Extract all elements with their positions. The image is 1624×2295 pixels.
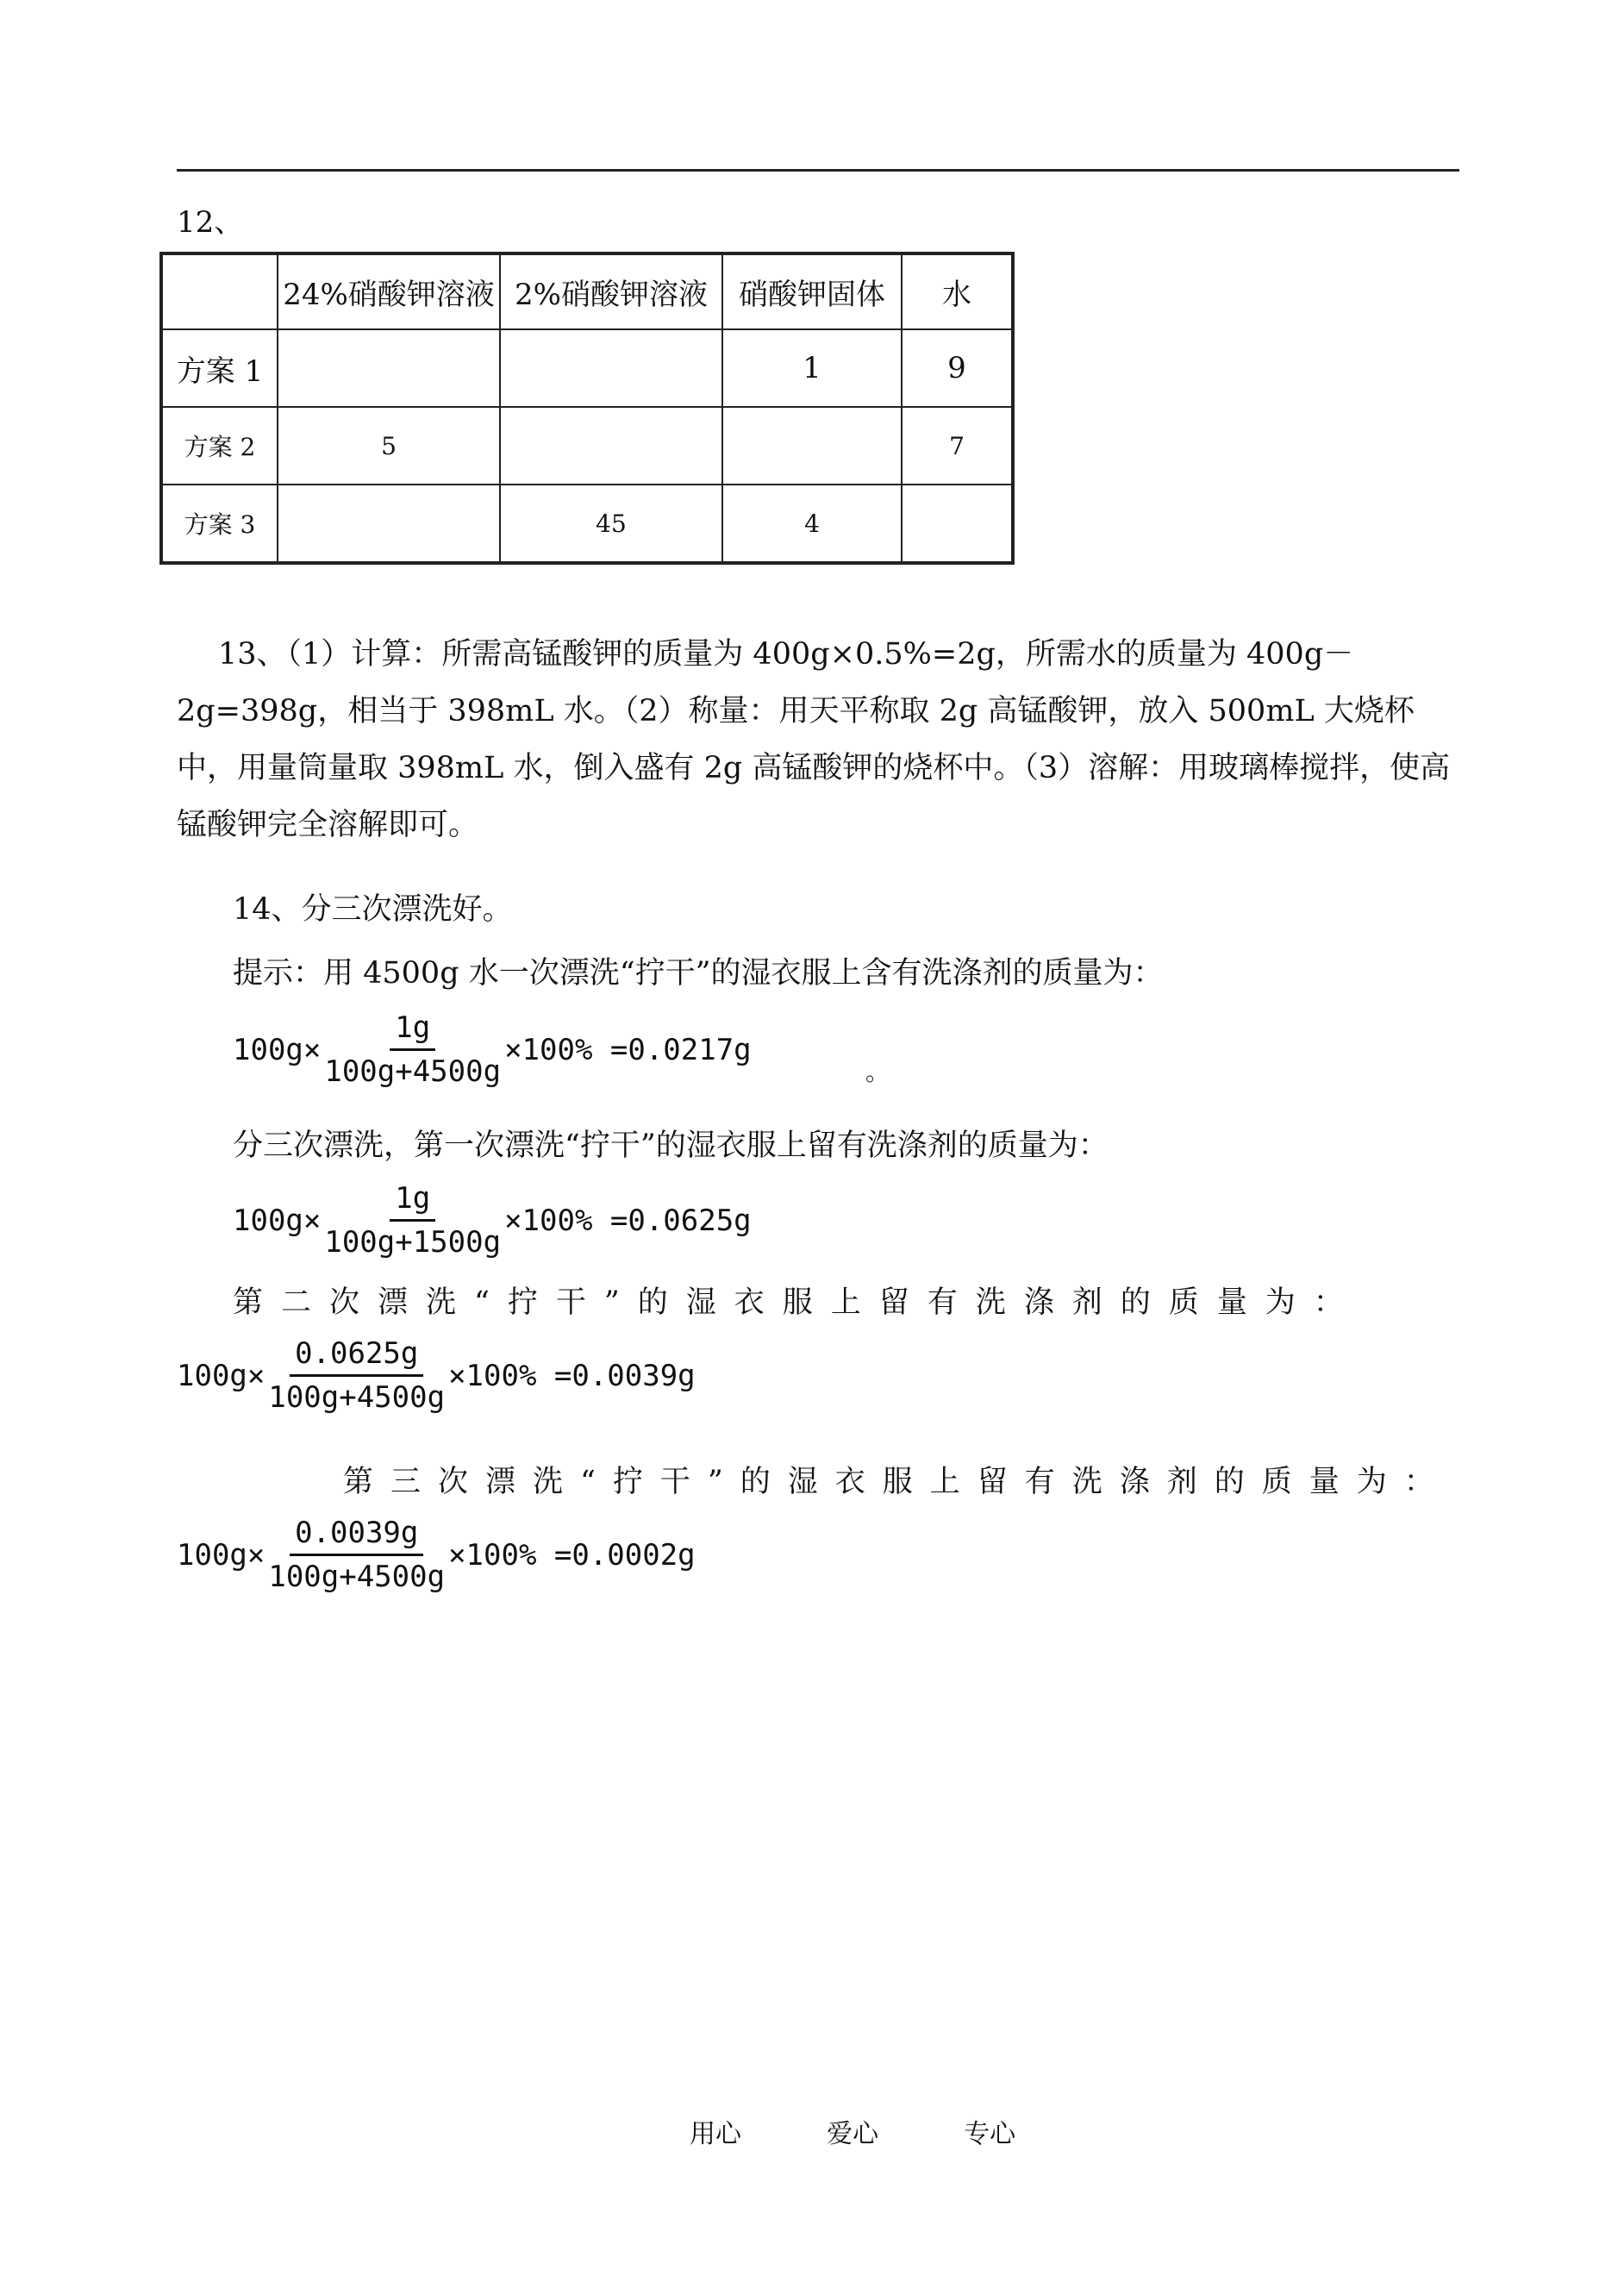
table-cell <box>278 485 500 563</box>
page-footer: 用心 爱心 专心 <box>690 2119 1016 2149</box>
fraction-numerator: 0.0625g <box>290 1336 423 1377</box>
formula-period: 。 <box>865 1058 890 1086</box>
formula-second-rinse <box>177 1336 696 1415</box>
table-cell <box>278 329 500 407</box>
table-cell <box>722 407 902 485</box>
section-14-title: 14、分三次漂洗好。 <box>233 892 513 927</box>
fraction-denominator: 100g+4500g <box>268 1380 446 1415</box>
formula-prefix: 100g× <box>177 1358 265 1393</box>
fraction-denominator: 100g+4500g <box>268 1560 446 1594</box>
table-row <box>161 485 1013 563</box>
table-header-row <box>161 253 1013 329</box>
table-cell <box>902 485 1013 563</box>
table-cell: 5 <box>278 407 500 485</box>
formula-suffix: ×100% =0.0039g <box>448 1358 696 1393</box>
table-header-cell <box>161 253 278 329</box>
fraction-numerator: 1g <box>390 1010 435 1051</box>
header-rule <box>177 169 1459 172</box>
fraction-denominator: 100g+1500g <box>324 1225 502 1260</box>
section-12-label: 12、 <box>177 205 244 240</box>
table-cell: 45 <box>500 485 722 563</box>
table-cell: 4 <box>722 485 902 563</box>
fraction-numerator: 1g <box>390 1181 435 1222</box>
formula-prefix: 100g× <box>177 1537 265 1573</box>
fraction-denominator: 100g+4500g <box>324 1054 502 1089</box>
second-rinse-text: 第二次漂洗“拧干”的湿衣服上留有洗涤剂的质量为： <box>233 1285 1362 1320</box>
fraction <box>268 1516 445 1594</box>
formula-third-rinse <box>177 1516 696 1594</box>
table-header-cell: 硝酸钾固体 <box>722 253 902 329</box>
section-13-paragraph: 13、（1）计算：所需高锰酸钾的质量为 400g×0.5%=2g，所需水的质量为 400g－2g=398g，相当于 398mL 水。（2）称量：用天平称取 2g 高锰酸钾，放入 500mL 大烧杯中，用量筒量取 398mL 水，倒入盛有 2g 高锰酸钾的烧杯中。（3）溶解：用玻璃棒搅拌，使高锰酸钾完全溶解即可。 <box>177 637 1451 842</box>
formula-prefix: 100g× <box>233 1032 322 1067</box>
formula-one-rinse <box>233 1010 752 1089</box>
table-row <box>161 329 1013 407</box>
fraction <box>268 1336 445 1415</box>
table-cell: 方案 2 <box>161 407 278 485</box>
table-cell: 7 <box>902 407 1013 485</box>
fraction <box>324 1010 501 1089</box>
section-14-hint: 提示：用 4500g 水一次漂洗“拧干”的湿衣服上含有洗涤剂的质量为： <box>233 956 1164 991</box>
table-row <box>161 407 1013 485</box>
table-header-cell: 2%硝酸钾溶液 <box>500 253 722 329</box>
first-rinse-text: 分三次漂洗，第一次漂洗“拧干”的湿衣服上留有洗涤剂的质量为： <box>233 1129 1109 1163</box>
fraction <box>324 1181 501 1260</box>
formula-suffix: ×100% =0.0625g <box>504 1203 752 1238</box>
solution-table <box>159 252 1015 565</box>
fraction-numerator: 0.0039g <box>290 1516 423 1556</box>
table-cell <box>500 407 722 485</box>
third-rinse-text: 第三次漂洗“拧干”的湿衣服上留有洗涤剂的质量为： <box>343 1465 1452 1499</box>
formula-prefix: 100g× <box>233 1203 322 1238</box>
table-header-cell: 水 <box>902 253 1013 329</box>
formula-suffix: ×100% =0.0002g <box>448 1537 696 1573</box>
formula-first-rinse <box>233 1181 752 1260</box>
table-cell: 9 <box>902 329 1013 407</box>
table-header-cell: 24%硝酸钾溶液 <box>278 253 500 329</box>
formula-suffix: ×100% =0.0217g <box>504 1032 752 1067</box>
table-cell: 1 <box>722 329 902 407</box>
table-cell: 方案 1 <box>161 329 278 407</box>
table-cell: 方案 3 <box>161 485 278 563</box>
table-cell <box>500 329 722 407</box>
